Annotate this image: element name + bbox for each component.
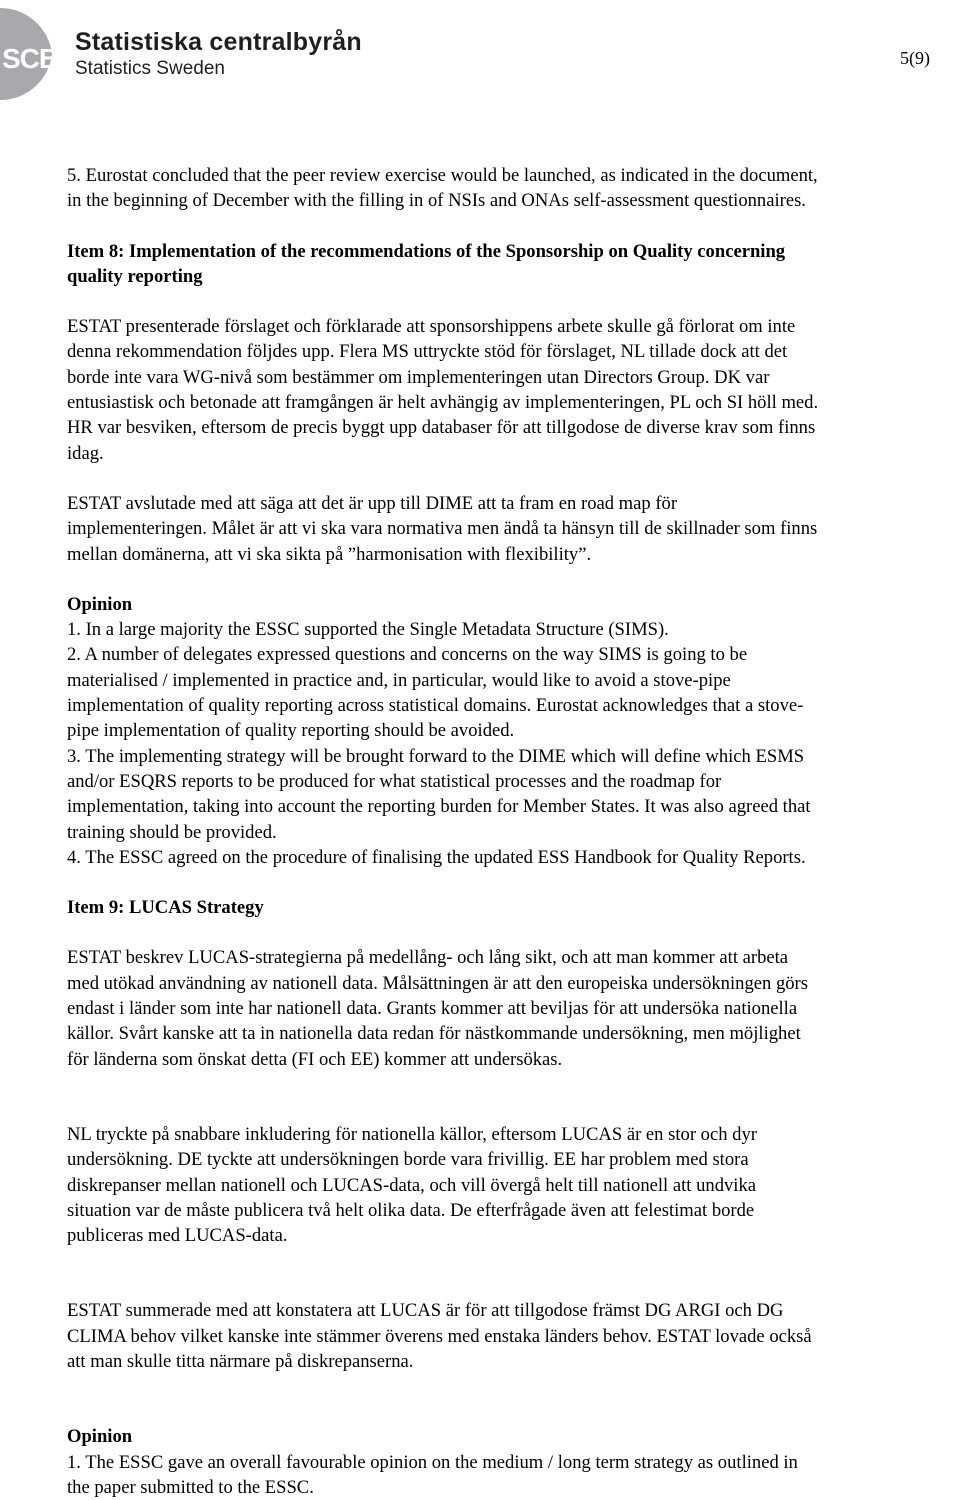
text-line: training should be provided. [67,821,277,843]
text-line: diskrepanser mellan nationell och LUCAS-data, och vill övergå helt till nationell att undvika [67,1174,757,1196]
text-line: denna rekommendation följdes upp. Flera MS uttryckte stöd för förslaget, NL tillade dock att det [67,341,788,363]
document-body [67,163,957,1500]
text-line: borde inte vara WG-nivå som bestämmer om implementeringen utan Directors Group. DK var [67,366,770,388]
text-line: ESTAT beskrev LUCAS-strategierna på medellång- och lång sikt, och att man kommer att arbeta [67,947,789,969]
opinion-heading: Opinion [67,1426,133,1448]
heading-line: Item 8: Implementation of the recommendations of the Sponsorship on Quality concerning [67,240,786,262]
text-line: implementation, taking into account the reporting burden for Member States. It was also agreed that [67,796,811,818]
scb-logo-mark [0,0,70,105]
text-line: 2. A number of delegates expressed questions and concerns on the way SIMS is going to be [67,644,748,666]
item9-paragraph-3 [67,1298,957,1374]
org-name: Statistiska centralbyrån [75,28,362,56]
text-line: publiceras med LUCAS-data. [67,1225,288,1247]
text-line: ESTAT presenterade förslaget och förklarade att sponsorshippens arbete skulle gå förlorat om inte [67,316,796,338]
text-line: ESTAT avslutade med att säga att det är upp till DIME att ta fram en road map för [67,492,678,514]
text-line: att man skulle titta närmare på diskrepanserna. [67,1350,414,1372]
text-line: in the beginning of December with the filling in of NSIs and ONAs self-assessment questionnaires. [67,190,806,212]
opinion-section-2 [67,1424,957,1500]
text-line: 5. Eurostat concluded that the peer review exercise would be launched, as indicated in the document, [67,165,818,186]
text-line: för länderna som önskat detta (FI och EE) kommer att undersökas. [67,1048,563,1070]
item9-paragraph-1 [67,945,957,1071]
org-name-english: Statistics Sweden [75,58,225,79]
text-line: implementeringen. Målet är att vi ska vara normativa men ändå ta hänsyn till de skillnader som finns [67,518,818,540]
item5-paragraph [67,163,957,214]
text-line: materialised / implemented in practice and, in particular, would like to avoid a stove-pipe [67,669,731,691]
text-line: med utökad användning av nationell data. Målsättningen är att den europeiska undersökningen görs [67,972,808,994]
heading-line: quality reporting [67,265,203,287]
text-line: ESTAT summerade med att konstatera att LUCAS är för att tillgodose främst DG ARGI och DG [67,1300,784,1322]
text-line: NL tryckte på snabbare inkludering för nationella källor, eftersom LUCAS är en stor och dyr [67,1123,757,1145]
text-line: 1. In a large majority the ESSC supported the Single Metadata Structure (SIMS). [67,619,669,641]
item9-paragraph-2 [67,1122,957,1248]
text-line: and/or ESQRS reports to be produced for what statistical processes and the roadmap for [67,770,722,792]
item8-paragraph-1 [67,314,957,466]
text-line: 3. The implementing strategy will be brought forward to the DIME which will define which ESMS [67,745,805,767]
item8-heading [67,239,957,290]
text-line: 4. The ESSC agreed on the procedure of finalising the updated ESS Handbook for Quality Reports. [67,846,806,868]
text-line: mellan domänerna, att vi ska sikta på ”harmonisation with flexibility”. [67,543,592,565]
text-line: undersökning. DE tyckte att undersökningen borde vara frivillig. EE har problem med stora [67,1149,749,1171]
opinion-section-1 [67,592,957,870]
text-line: HR var besviken, eftersom de precis byggt upp databaser för att tillgodose de diverse krav som finns [67,417,816,439]
text-line: entusiastisk och betonade att framgången är helt avhängig av implementeringen, PL och SI höll med. [67,392,819,414]
logo-mark-text: SCB [2,43,59,74]
text-line: situation var de måste publicera två helt olika data. De efterfrågade även att felestimat borde [67,1199,755,1221]
page-number: 5(9) [900,48,930,68]
text-line: källor. Svårt kanske att ta in nationella data redan för nästkommande undersökning, men möjlighet [67,1023,801,1045]
logo-text [75,28,362,80]
text-line: the paper submitted to the ESSC. [67,1476,314,1498]
item9-heading: Item 9: LUCAS Strategy [67,897,264,919]
opinion-heading: Opinion [67,593,133,615]
text-line: CLIMA behov vilket kanske inte stämmer överens med enstaka länders behov. ESTAT lovade också [67,1325,812,1347]
scb-logo [0,0,420,105]
item8-paragraph-2 [67,491,957,567]
text-line: pipe implementation of quality reporting should be avoided. [67,720,515,742]
text-line: endast i länder som inte har nationell data. Grants kommer att beviljas för att undersöka nationella [67,998,798,1020]
text-line: implementation of quality reporting across statistical domains. Eurostat acknowledges that a stove- [67,695,804,717]
text-line: idag. [67,442,104,464]
text-line: 1. The ESSC gave an overall favourable opinion on the medium / long term strategy as outlined in [67,1451,798,1473]
